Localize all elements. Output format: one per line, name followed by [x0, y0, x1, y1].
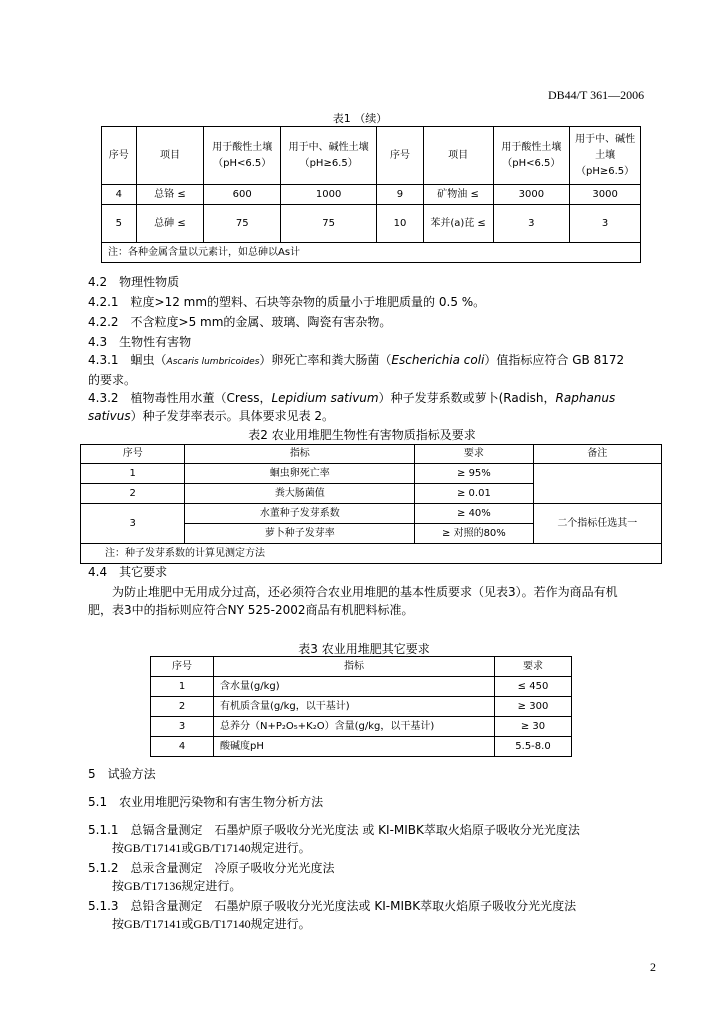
table-row	[102, 185, 641, 205]
cell: 75	[204, 205, 281, 243]
section-4-3-1	[88, 350, 624, 372]
table-row	[151, 717, 572, 737]
cell: 3000	[493, 185, 570, 205]
cell: 萝卜种子发芽率	[185, 524, 415, 544]
section-4-2-title: 4.2 物理性物质	[88, 275, 180, 289]
table-row	[102, 205, 641, 243]
cell	[533, 464, 661, 504]
section-5-1-2: 5.1.2 总汞含量测定 冷原子吸收分光光度法	[88, 861, 335, 875]
cell: 1	[81, 464, 185, 484]
t1-header-seq: 序号	[102, 127, 137, 185]
section-5-title: 5 试验方法	[88, 767, 156, 781]
text-segment: 4.3.2 植物毒性用水董（Cress，	[88, 391, 272, 405]
table-row	[151, 697, 572, 717]
section-5-1-2-cont: 按GB/T17136规定进行。	[112, 879, 242, 893]
cell: 总砷 ≤	[136, 205, 204, 243]
table-row	[151, 737, 572, 757]
cell: ≥ 300	[495, 697, 572, 717]
cell: 蛔虫卵死亡率	[185, 464, 415, 484]
t1-header-alkaline2: 用于中、碱性土壤（pH≥6.5）	[570, 127, 641, 185]
section-4-4-para2: 肥，表3中的指标则应符合NY 525-2002商品有机肥料标准。	[88, 603, 414, 617]
section-4-3-1-cont: 的要求。	[88, 373, 137, 387]
table1-caption: 表1 （续）	[332, 112, 388, 125]
cell: 600	[204, 185, 281, 205]
section-5-1-3: 5.1.3 总铅含量测定 石墨炉原子吸收分光光度法或 KI-MIBK萃取火焰原子吸收分光光度法	[88, 899, 577, 913]
section-4-2-2: 4.2.2 不含粒度>5 mm的金属、玻璃、陶瓷有害杂物。	[88, 315, 392, 329]
section-5-1-1: 5.1.1 总镉含量测定 石墨炉原子吸收分光光度法 或 KI-MIBK萃取火焰原子吸收分光光度法	[88, 823, 580, 837]
section-4-3-title: 4.3 生物性有害物	[88, 335, 192, 349]
t3-header-requirement: 要求	[495, 657, 572, 677]
t2-header-requirement: 要求	[415, 445, 533, 464]
cell: 3	[493, 205, 570, 243]
table3-caption: 表3 农业用堆肥其它要求	[298, 642, 430, 656]
t2-header-remark: 备注	[533, 445, 661, 464]
cell: 5	[102, 205, 137, 243]
t1-header-seq2: 序号	[377, 127, 423, 185]
cell: 10	[377, 205, 423, 243]
section-4-2-1: 4.2.1 粒度>12 mm的塑料、石块等杂物的质量小于堆肥质量的 0.5 %。	[88, 295, 486, 309]
cell: 4	[151, 737, 214, 757]
t2-header-indicator: 指标	[185, 445, 415, 464]
section-4-4-title: 4.4 其它要求	[88, 565, 168, 579]
cell: 总铬 ≤	[136, 185, 204, 205]
t1-header-acid: 用于酸性土壤（pH<6.5）	[204, 127, 281, 185]
cell: 含水量(g/kg)	[214, 677, 495, 697]
cell: 5.5-8.0	[495, 737, 572, 757]
text-segment: ）值指标应符合 GB 8172	[484, 353, 625, 367]
cell: 苯并(a)芘 ≤	[423, 205, 493, 243]
t1-header-item2: 项目	[423, 127, 493, 185]
section-4-3-2-cont	[88, 406, 334, 426]
cell: ≥ 30	[495, 717, 572, 737]
cell: 3000	[570, 185, 641, 205]
table3	[150, 656, 572, 757]
table2-caption: 表2 农业用堆肥生物性有害物质指标及要求	[248, 428, 476, 442]
t1-header-alkaline: 用于中、碱性土壤（pH≥6.5）	[281, 127, 377, 185]
latin-name: Raphanus	[555, 391, 616, 405]
cell: ≥ 对照的80%	[415, 524, 533, 544]
cell: 二个指标任选其一	[533, 504, 661, 544]
cell: ≥ 95%	[415, 464, 533, 484]
table1-note: 注：各种金属含量以元素计，如总砷以As计	[102, 243, 641, 263]
t3-header-indicator: 指标	[214, 657, 495, 677]
cell: 1	[151, 677, 214, 697]
cell: 1000	[281, 185, 377, 205]
cell: 75	[281, 205, 377, 243]
cell: 酸碱度pH	[214, 737, 495, 757]
cell: ≥ 0.01	[415, 484, 533, 504]
text-segment: ）卵死亡率和粪大肠菌（	[259, 353, 392, 367]
cell: 2	[81, 484, 185, 504]
cell: 有机质含量(g/kg，以干基计)	[214, 697, 495, 717]
table1	[101, 126, 641, 263]
section-5-1-1-cont: 按GB/T17141或GB/T17140规定进行。	[112, 841, 311, 855]
page-number: 2	[650, 960, 656, 974]
section-5-1-3-cont: 按GB/T17141或GB/T17140规定进行。	[112, 917, 311, 931]
t3-header-seq: 序号	[151, 657, 214, 677]
t1-header-acid2: 用于酸性土壤（pH<6.5）	[493, 127, 570, 185]
cell: 3	[81, 504, 185, 544]
section-4-3-2	[88, 388, 615, 408]
cell: 9	[377, 185, 423, 205]
latin-name: sativus	[88, 409, 131, 423]
table2-note: 注：种子发芽系数的计算见测定方法	[81, 544, 662, 564]
cell: ≤ 450	[495, 677, 572, 697]
latin-name: Ascaris lumbricoides	[166, 357, 260, 367]
t1-header-item: 项目	[136, 127, 204, 185]
cell: 3	[151, 717, 214, 737]
cell: 矿物油 ≤	[423, 185, 493, 205]
t2-header-seq: 序号	[81, 445, 185, 464]
cell: 水董种子发芽系数	[185, 504, 415, 524]
section-5-1-title: 5.1 农业用堆肥污染物和有害生物分析方法	[88, 795, 324, 809]
table-row	[151, 677, 572, 697]
cell: 3	[570, 205, 641, 243]
cell: 粪大肠菌值	[185, 484, 415, 504]
latin-name: Lepidium sativum	[271, 391, 379, 405]
text-segment: 4.3.1 蛔虫（	[88, 353, 167, 367]
section-4-4-para1: 为防止堆肥中无用成分过高，还必须符合农业用堆肥的基本性质要求（见表3）。若作为商品有机	[112, 585, 618, 599]
cell: 4	[102, 185, 137, 205]
cell: 总养分（N+P₂O₅+K₂O）含量(g/kg，以干基计)	[214, 717, 495, 737]
cell: 2	[151, 697, 214, 717]
latin-name: Escherichia coli	[391, 353, 485, 367]
text-segment: ）种子发芽率表示。具体要求见表 2。	[130, 409, 335, 423]
table-row	[81, 464, 662, 484]
cell: ≥ 40%	[415, 504, 533, 524]
table-row	[81, 504, 662, 524]
text-segment: ）种子发芽系数或萝卜(Radish，	[378, 391, 556, 405]
table2	[80, 444, 662, 564]
document-code: DB44/T 361—2006	[548, 88, 645, 102]
